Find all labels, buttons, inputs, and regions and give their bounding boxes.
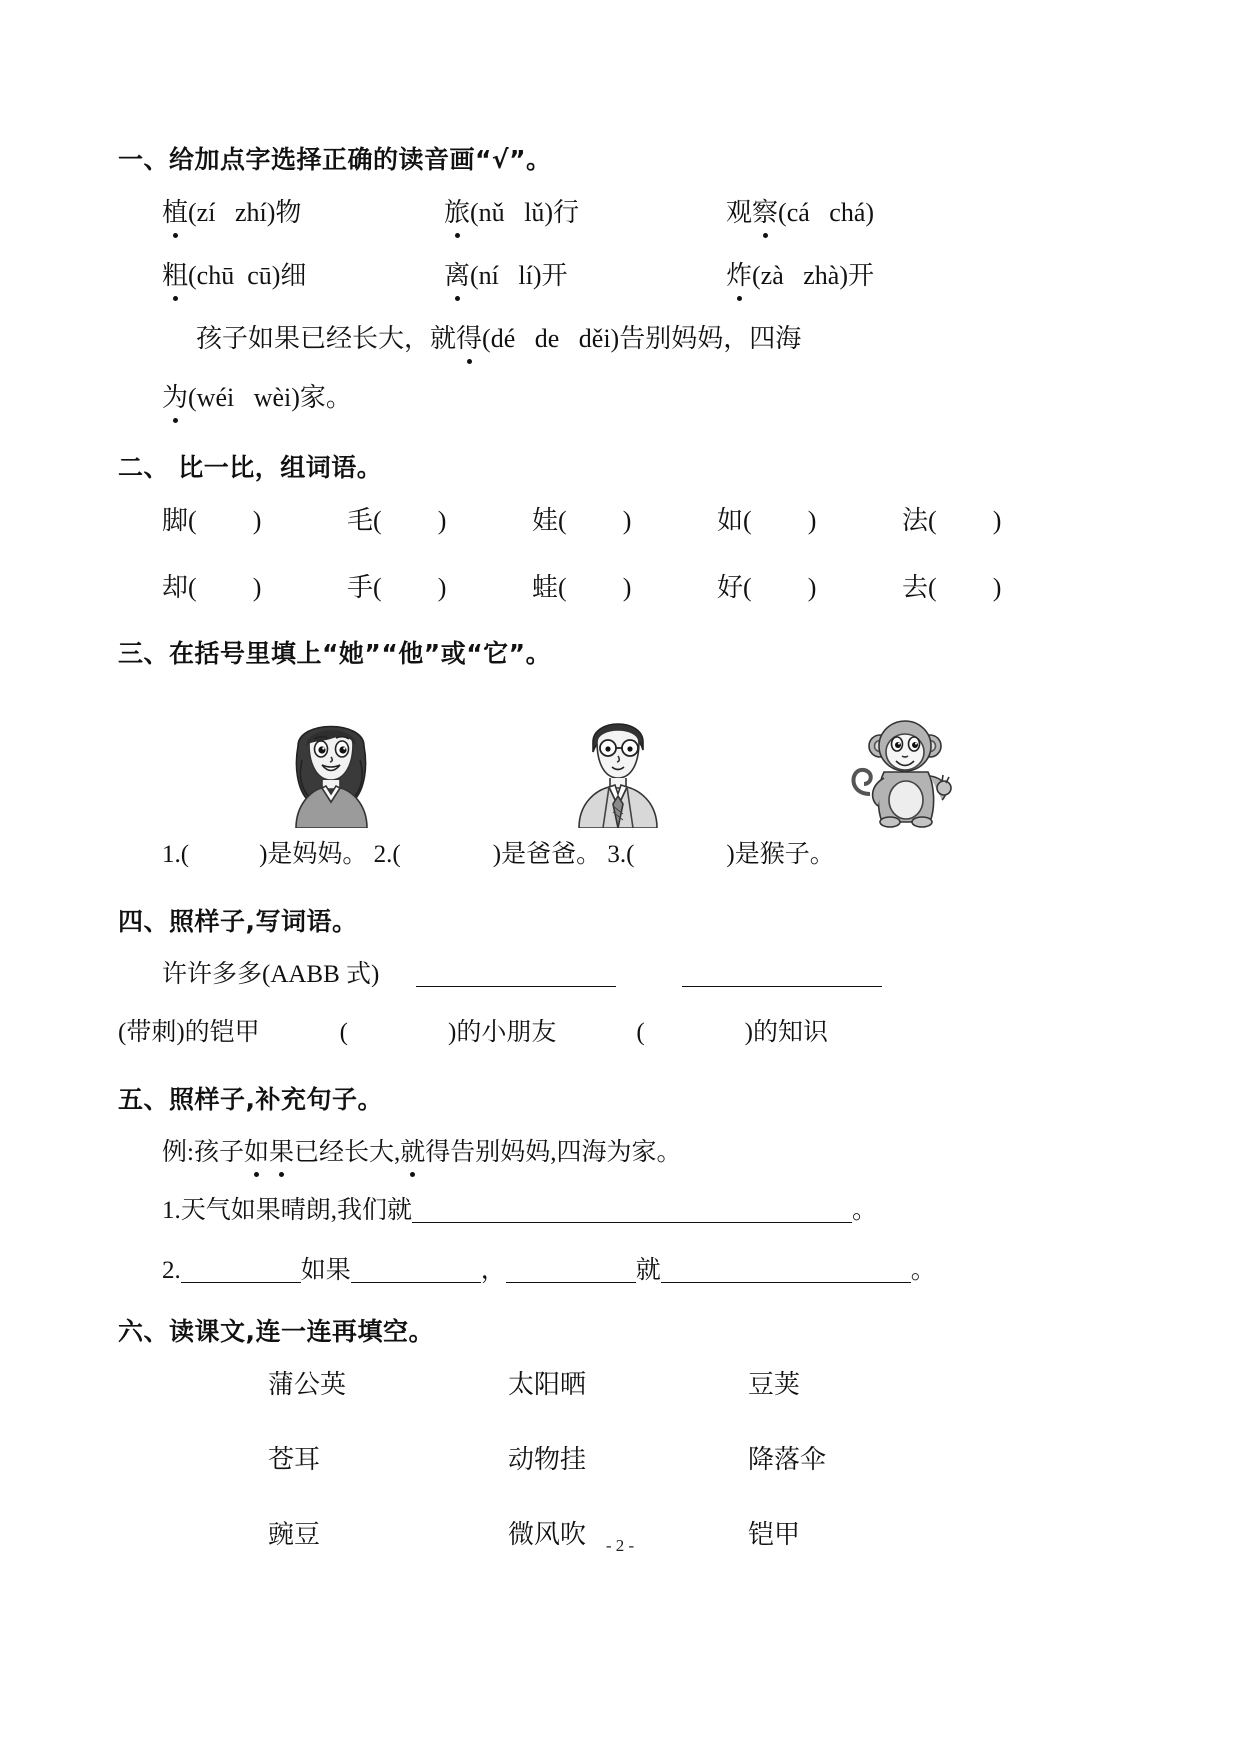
item-prefix: 观	[726, 198, 753, 227]
answer-blank[interactable]	[181, 1256, 301, 1283]
pinyin-option-b: de	[534, 324, 560, 353]
pinyin-option-a: (zí	[188, 198, 216, 227]
pinyin-item-zhakai[interactable]	[726, 255, 1008, 292]
item-text: 天气如果晴朗,我们就	[180, 1197, 413, 1224]
word-build-cell[interactable]: 如( )	[717, 506, 817, 535]
paren-close: )	[726, 841, 735, 868]
item-tail: 开	[541, 261, 568, 290]
section-4-phrase-row	[118, 1012, 1118, 1048]
char-label: 毛	[347, 506, 374, 535]
caption-text: 是妈妈。	[267, 841, 368, 868]
section-6-heading: 六、读课文,连一连再填空。	[118, 1317, 434, 1346]
paren-open: (	[626, 841, 635, 868]
pinyin-item-likai[interactable]	[444, 255, 726, 292]
pinyin-item-cuxi[interactable]	[162, 255, 444, 292]
pinyin-item-guancha[interactable]	[726, 192, 1008, 229]
char-label: 手	[347, 573, 374, 602]
match-item-right[interactable]: 豆荚	[748, 1370, 801, 1399]
match-item-left[interactable]: 苍耳	[268, 1445, 321, 1474]
dotted-char: 炸	[726, 255, 752, 292]
father-illustration	[543, 702, 693, 828]
match-row	[268, 1364, 1118, 1401]
caption-item-2[interactable]	[374, 841, 601, 868]
example-prefix: 例:孩子	[162, 1139, 244, 1166]
answer-blank[interactable]	[412, 1196, 852, 1223]
match-item-right[interactable]: 降落伞	[748, 1445, 827, 1474]
paren-open: (	[180, 841, 190, 868]
pinyin-option-a: (cá	[778, 198, 810, 227]
word-build-cell[interactable]: 手( )	[347, 573, 447, 602]
dotted-char: 就	[400, 1132, 425, 1168]
item-tail: 物	[275, 198, 302, 227]
pinyin-option-b: zhí)	[234, 198, 276, 227]
caption-text: 是爸爸。	[501, 841, 602, 868]
section-5-item-2	[118, 1250, 1118, 1286]
paren-open: (	[339, 1019, 348, 1046]
caption-number: 2.	[373, 841, 393, 868]
char-label: 蛙	[532, 573, 559, 602]
pinyin-option-a: (wéi	[188, 383, 235, 412]
sentence-text-a: 孩子如果已经长大，就	[196, 324, 457, 353]
paren-close: )	[259, 841, 268, 868]
answer-blank[interactable]	[351, 1256, 481, 1283]
match-item-left[interactable]: 豌豆	[268, 1520, 321, 1549]
pinyin-option-a: (dé	[482, 324, 516, 353]
page-number: - 2 -	[605, 1536, 635, 1555]
item-number: 1.	[162, 1197, 181, 1224]
answer-blank[interactable]	[506, 1256, 636, 1283]
paren-open: (	[392, 841, 401, 868]
worksheet-content	[118, 140, 1118, 1589]
section-1-sentence-line-1[interactable]	[118, 318, 1118, 355]
item-tail: 开	[848, 261, 875, 290]
aabb-example: 许许多多(AABB 式)	[162, 961, 380, 988]
match-item-middle[interactable]: 太阳晒	[508, 1370, 587, 1399]
item-tail: 细	[280, 261, 307, 290]
example-suffix: 得告别妈妈,四海为家。	[425, 1139, 682, 1166]
char-label: 脚	[162, 506, 189, 535]
char-label: 去	[902, 573, 929, 602]
word-build-cell[interactable]: 法( )	[902, 506, 1002, 535]
dotted-char: 旅	[444, 192, 470, 229]
dotted-char: 如	[244, 1132, 269, 1168]
word-build-cell[interactable]: 蛙( )	[532, 573, 632, 602]
conjunction-ruguo: 如果	[300, 1257, 351, 1284]
pinyin-option-b: lí)	[518, 261, 542, 290]
section-5-heading: 五、照样子,补充句子。	[118, 1085, 383, 1114]
pinyin-option-a: (chū	[188, 261, 235, 290]
match-item-left[interactable]: 蒲公英	[268, 1370, 347, 1399]
mother-illustration	[256, 702, 406, 828]
answer-blank[interactable]	[416, 960, 616, 987]
phrase-suffix-2: 的知识	[752, 1019, 828, 1046]
caption-number: 3.	[607, 841, 627, 868]
paren-close: )	[447, 1019, 457, 1046]
dotted-char: 得	[456, 318, 482, 355]
match-item-middle[interactable]: 微风吹	[508, 1520, 587, 1549]
caption-item-1[interactable]	[162, 841, 367, 868]
section-1-heading: 一、给加点字选择正确的读音画“√”。	[118, 145, 552, 174]
paren-close: )	[744, 1019, 753, 1046]
example-middle: 已经长大,	[293, 1139, 401, 1166]
pinyin-option-b: zhà)	[803, 261, 849, 290]
dotted-char: 察	[752, 192, 778, 229]
char-label: 却	[162, 573, 189, 602]
char-label: 法	[902, 506, 929, 535]
word-build-cell[interactable]: 娃( )	[532, 506, 632, 535]
section-1-row-2	[118, 255, 1118, 292]
char-label: 娃	[532, 506, 559, 535]
pinyin-option-b: wèi)家。	[253, 383, 352, 412]
section-4-example-row	[118, 954, 1118, 990]
paren-open: (	[636, 1019, 645, 1046]
dotted-char: 离	[444, 255, 470, 292]
section-2-row-2	[118, 567, 1118, 604]
pinyin-item-lvxing[interactable]	[444, 192, 726, 229]
answer-blank[interactable]	[661, 1256, 911, 1283]
pinyin-option-b: cū)	[247, 261, 281, 290]
caption-number: 1.	[162, 841, 181, 868]
pinyin-option-a: (ní	[470, 261, 499, 290]
pinyin-option-b: chá)	[829, 198, 875, 227]
dotted-char: 果	[269, 1132, 294, 1168]
section-2-row-1	[118, 500, 1118, 537]
word-build-cell[interactable]: 好( )	[717, 573, 817, 602]
section-3-heading: 三、在括号里填上“她”“他”或“它”。	[118, 639, 552, 668]
char-label: 好	[717, 573, 744, 602]
phrase-example: (带刺)的铠甲	[118, 1019, 260, 1046]
section-4-heading: 四、照样子,写词语。	[118, 907, 358, 936]
monkey-illustration	[830, 702, 980, 828]
section-3-caption-row	[118, 834, 1118, 870]
section-6-match-grid	[118, 1364, 1118, 1551]
caption-item-3[interactable]	[607, 841, 834, 868]
conjunction-jiu: 就	[635, 1257, 661, 1284]
section-3-illustrations	[118, 686, 1118, 828]
match-item-middle[interactable]: 动物挂	[508, 1445, 587, 1474]
item-end-punct: 。	[910, 1257, 936, 1284]
section-2-heading: 二、 比一比，组词语。	[118, 453, 383, 482]
item-number: 2.	[162, 1257, 181, 1284]
section-5-item-1	[118, 1190, 1118, 1226]
phrase-suffix-1: 的小朋友	[456, 1019, 557, 1046]
paren-close: )	[492, 841, 502, 868]
char-label: 如	[717, 506, 744, 535]
section-5-example	[118, 1132, 1118, 1168]
section-1-sentence-line-2[interactable]	[118, 377, 1118, 414]
comma: ，	[480, 1257, 506, 1284]
word-build-cell[interactable]: 去( )	[902, 573, 1002, 602]
match-item-right[interactable]: 铠甲	[748, 1520, 801, 1549]
dotted-char: 为	[162, 377, 188, 414]
answer-blank[interactable]	[682, 960, 882, 987]
word-build-cell[interactable]: 毛( )	[347, 506, 447, 535]
dotted-char: 粗	[162, 255, 188, 292]
caption-text: 是猴子。	[734, 841, 835, 868]
item-end-punct: 。	[852, 1197, 878, 1224]
match-row	[268, 1439, 1118, 1476]
pinyin-option-b: lǔ)	[524, 198, 554, 227]
pinyin-item-zhiwu[interactable]	[162, 192, 444, 229]
pinyin-option-a: (zà	[752, 261, 784, 290]
pinyin-option-a: (nǔ	[470, 198, 505, 227]
section-1-row-1	[118, 192, 1118, 229]
word-build-cell[interactable]: 脚( )	[162, 506, 262, 535]
item-tail: 行	[553, 198, 580, 227]
pinyin-option-c: děi)告别妈妈，四海	[578, 324, 802, 353]
word-build-cell[interactable]: 却( )	[162, 573, 262, 602]
dotted-char: 植	[162, 192, 188, 229]
